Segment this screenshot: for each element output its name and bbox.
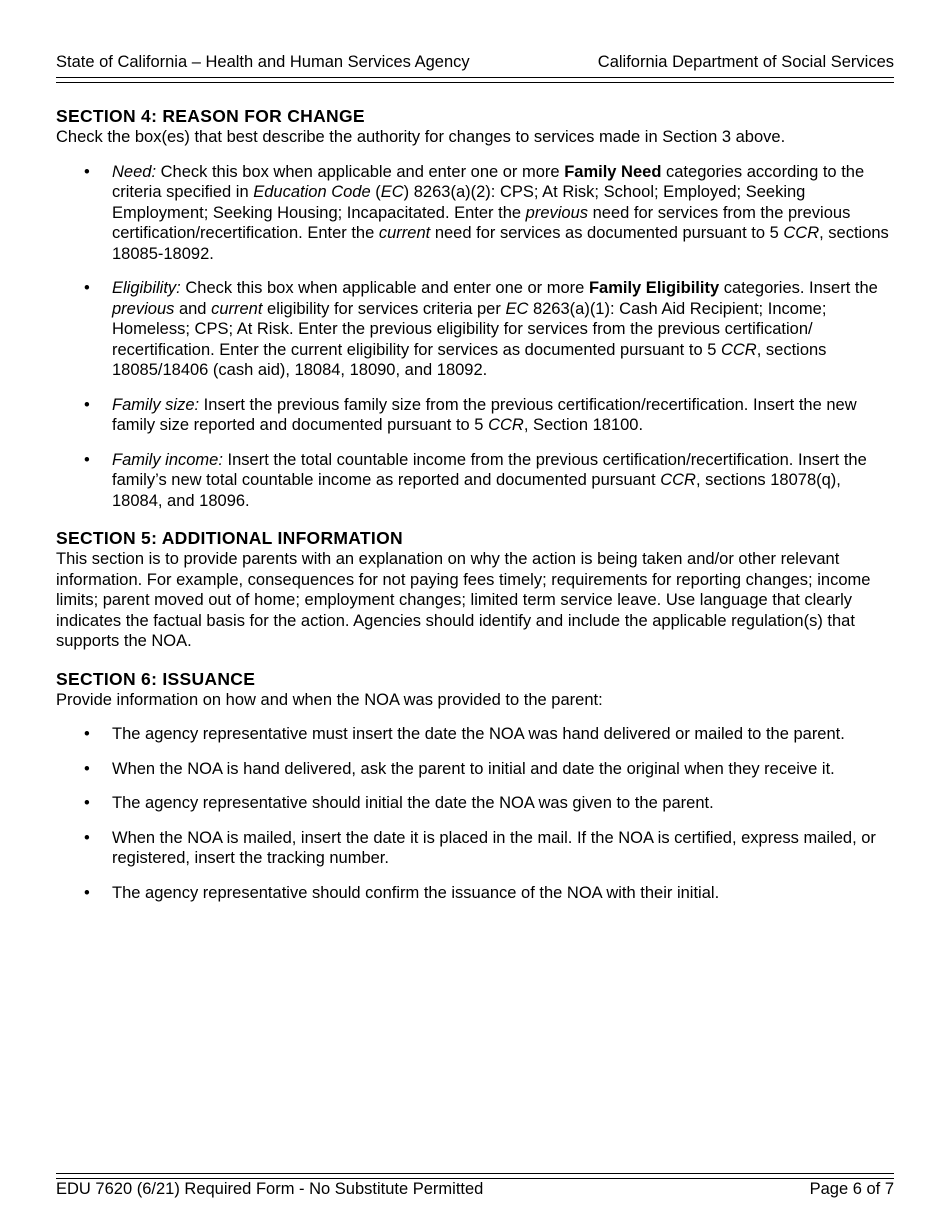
section-5-title: SECTION 5: ADDITIONAL INFORMATION: [56, 528, 403, 548]
section-6-list: [56, 724, 894, 903]
list-item-family-income: • Family income: Insert the total countable income from the previous certification/recertification. Insert the family’s new total countable income as reported and documented pursuant CCR, sections 18078(q), 18084, and 18096.: [56, 450, 894, 512]
header-agency: State of California – Health and Human Services Agency: [56, 53, 470, 71]
header-department: California Department of Social Services: [597, 53, 894, 71]
page-content: [56, 106, 894, 920]
page-footer: [56, 1179, 894, 1199]
section-6-intro: Provide information on how and when the NOA was provided to the parent:: [56, 690, 603, 709]
list-item-need: • Need: Check this box when applicable and enter one or more Family Need categories according to the criteria specified in Education Code (EC) 8263(a)(2): CPS; At Risk; School; Employed; Seeking Employment; Seeking Housing; Incapacitated. Enter the previous need for services from the previous certification/recertification. Enter the current need for services as documented pursuant to 5 CCR, sections 18085-18092.: [56, 162, 894, 265]
footer-form-id: EDU 7620 (6/21) Required Form - No Substitute Permitted: [56, 1180, 484, 1198]
list-item: • The agency representative should confirm the issuance of the NOA with their initial.: [56, 883, 894, 904]
section-5: [56, 528, 894, 652]
page-number: Page 6 of 7: [809, 1180, 894, 1198]
list-item-family-size: • Family size: Insert the previous family size from the previous certification/recertification. Insert the new family size reported and documented pursuant to 5 CCR, Section 18100.: [56, 395, 894, 436]
section-4-title: SECTION 4: REASON FOR CHANGE: [56, 106, 365, 126]
section-6: [56, 669, 894, 904]
list-item: • The agency representative must insert the date the NOA was hand delivered or mailed to the parent.: [56, 724, 894, 745]
list-item: • When the NOA is mailed, insert the date it is placed in the mail. If the NOA is certified, express mailed, or registered, insert the tracking number.: [56, 828, 894, 869]
header-rule: [56, 77, 894, 83]
section-4: [56, 106, 894, 511]
page-header: [56, 52, 894, 72]
section-4-intro: Check the box(es) that best describe the authority for changes to services made in Section 3 above.: [56, 128, 786, 146]
section-4-list: [56, 162, 894, 512]
section-6-title: SECTION 6: ISSUANCE: [56, 668, 256, 689]
list-item-eligibility: • Eligibility: Check this box when applicable and enter one or more Family Eligibility categories. Insert the previous and current eligibility for services criteria per EC 8263(a)(1): Cash Aid Recipient; Income; Homeless; CPS; At Risk. Enter the previous eligibility for services from the previous certification/ recertification. Enter the current eligibility for services as documented pursuant to 5 CCR, sections 18085/18406 (cash aid), 18084, 18090, and 18092.: [56, 278, 894, 381]
list-item: • The agency representative should initial the date the NOA was given to the parent.: [56, 793, 894, 814]
list-item: • When the NOA is hand delivered, ask the parent to initial and date the original when they receive it.: [56, 759, 894, 780]
section-5-body: This section is to provide parents with an explanation on why the action is being taken and/or other relevant information. For example, consequences for not paying fees timely; requirements for reporting changes; income limits; parent moved out of home; employment changes; limited term service leave. Use language that clearly indicates the factual basis for the action. Agencies should identify and include the applicable regulation(s) that supports the NOA.: [56, 550, 871, 650]
